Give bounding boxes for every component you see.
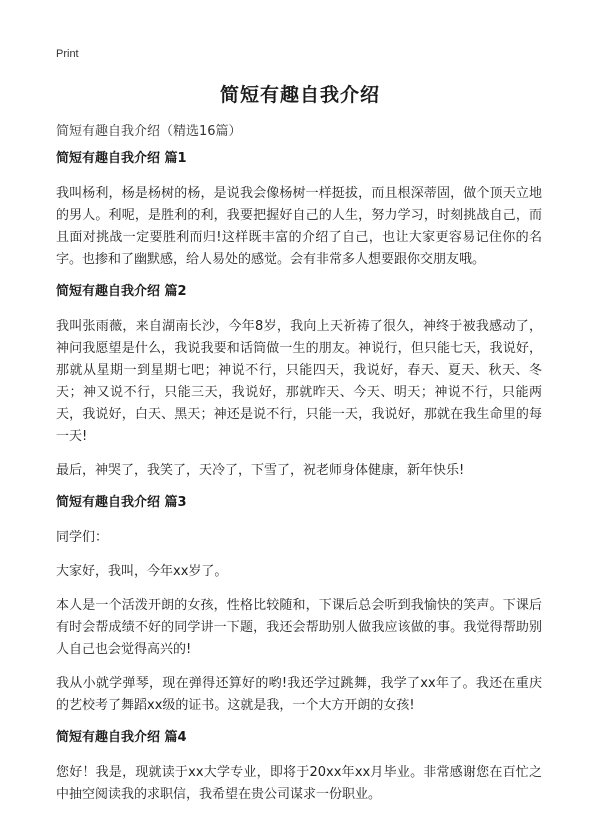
paragraph: 本人是一个活泼开朗的女孩，性格比较随和，下课后总会听到我愉快的笑声。下课后有时会帮成绩不好的同学讲一下题，我还会帮助别人做我应该做的事。我觉得帮助别人自己也会觉得高兴的!: [56, 598, 542, 657]
paragraph: 您好！我是，现就读于xx大学专业，即将于20xx年xx月毕业。非常感谢您在百忙之中抽空阅读我的求职信，我希望在贵公司谋求一份职业。: [56, 765, 542, 802]
paragraph: 同学们：: [56, 530, 109, 545]
document-body: [56, 150, 542, 818]
section-heading: 简短有趣自我介绍 篇2: [56, 284, 187, 299]
paragraph: 我叫张雨薇，来自湖南长沙，今年8岁，我向上天祈祷了很久，神终于被我感动了，神问我愿望是什么，我说我要和话筒做一生的朋友。神说行，但只能七天，我说好，那就从星期一到星期七吧；神说不行，只能四天，我说好，春天、夏天、秋天、冬天；神又说不行，只能三天，我说好，那就昨天、今天、明天；神说不行，只能两天，我说好，白天、黑天；神还是说不行，只能一天，我说好，那就在我生命里的每一天!: [56, 319, 542, 444]
section-4: [56, 729, 542, 806]
section-heading: 简短有趣自我介绍 篇3: [56, 495, 187, 510]
paragraph: 我从小就学弹琴，现在弹得还算好的哟!我还学过跳舞，我学了xx年了。我还在重庆的艺校考了舞蹈xx级的证书。这就是我，一个大方开朗的女孩!: [56, 676, 542, 713]
document-subtitle: 简短有趣自我介绍（精选16篇）: [56, 124, 242, 139]
section-3: [56, 494, 542, 717]
page-title: 简短有趣自我介绍: [219, 84, 380, 106]
section-heading: 简短有趣自我介绍 篇1: [56, 151, 187, 166]
section-1: [56, 150, 542, 271]
print-label: Print: [56, 48, 79, 60]
paragraph: 我叫杨利，杨是杨树的杨，是说我会像杨树一样挺拔，而且根深蒂固，做个顶天立地的男人。利呢，是胜利的利，我要把握好自己的人生，努力学习，时刻挑战自己，而且面对挑战一定要胜利而归!这样既丰富的介绍了自己，也让大家更容易记住你的名字。也掺和了幽默感，给人易处的感觉。会有非常多人想要跟你交朋友哦。: [56, 186, 542, 267]
paragraph: 最后，神哭了，我笑了，天冷了，下雪了，祝老师身体健康，新年快乐!: [56, 463, 465, 478]
section-2: [56, 283, 542, 482]
section-heading: 简短有趣自我介绍 篇4: [56, 730, 187, 745]
paragraph: 大家好，我叫，今年xx岁了。: [56, 564, 228, 579]
